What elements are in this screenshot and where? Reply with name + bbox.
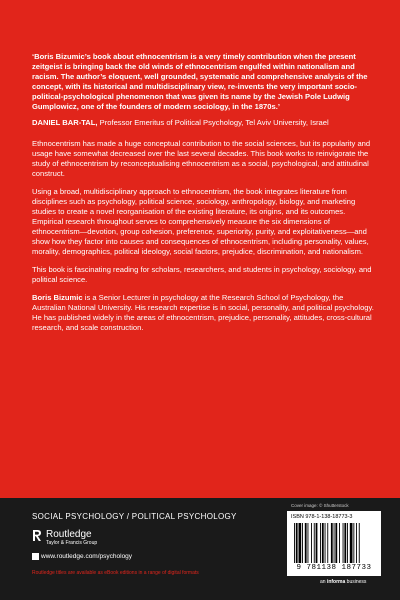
publisher-text — [46, 529, 97, 546]
publisher-name: Routledge — [46, 529, 92, 540]
barcode-bar — [320, 523, 321, 563]
informa-business — [320, 579, 366, 585]
barcode-bar — [339, 523, 340, 563]
barcode-number: 9 781138 187733 — [296, 564, 372, 572]
barcode-bar — [308, 523, 309, 563]
informa-prefix: an — [320, 579, 327, 585]
barcode-bar — [353, 523, 354, 563]
description-paragraph: Ethnocentrism has made a huge conceptual contribution to the social sciences, but its popularity and usage have somewhat decreased over the last several decades. This book works to reinvigorate the study of ethnocentrism by reconceptualising ethnocentrism as a social, psychological, and attitudinal construct. — [32, 139, 371, 178]
informa-name: informa — [326, 579, 346, 585]
barcode-bar — [343, 523, 344, 563]
endorser-affiliation: Professor Emeritus of Political Psychology, Tel Aviv University, Israel — [97, 118, 329, 127]
barcode-bar — [325, 523, 326, 563]
barcode-bar — [327, 523, 328, 563]
barcode-bar — [296, 523, 298, 563]
isbn-text: ISBN 978-1-138-18773-3 — [291, 514, 353, 520]
ebook-note: Routledge titles are available as eBook editions in a range of digital formats — [32, 570, 199, 576]
barcode-bar — [316, 523, 318, 563]
website-icon — [32, 553, 39, 560]
informa-suffix: business — [345, 579, 367, 585]
barcode-bar — [356, 523, 357, 563]
barcode-bar — [335, 523, 337, 563]
publisher-brand — [32, 529, 97, 546]
barcode — [293, 523, 375, 563]
endorser-name: DANIEL BAR-TAL, — [32, 118, 98, 127]
website-line — [32, 553, 132, 560]
barcode-bar — [347, 523, 348, 563]
main-text — [32, 52, 377, 341]
publisher-group: Taylor & Francis Group — [46, 540, 98, 546]
barcode-panel — [287, 511, 381, 576]
barcode-bar — [314, 523, 315, 563]
barcode-bar — [322, 523, 324, 563]
barcode-bar — [294, 523, 295, 563]
footer-band — [0, 498, 400, 600]
endorsement-quote: ‘Boris Bizumic’s book about ethnocentrism is a very timely contribution when the present zeitgeist is bringing back the old winds of ethnocentrism engulfed within nationalism and racism. The author’s eloquent, well grounded, systematic and comprehensive analysis of the concept, with its historical and multidisciplinary view, re-invents the very important socio-political-psychological phenomenon that was given its name by the Jewish Pole Ludwig Gumplowicz, one of the founders of modern sociology, in the 1870s.’ — [32, 52, 368, 111]
barcode-bar — [311, 523, 312, 563]
barcode-bar — [331, 523, 333, 563]
barcode-bar — [334, 523, 335, 563]
author-bio-text: is a Senior Lecturer in psychology at the Research School of Psychology, the Australian National University. His research expertise is in social, personality, and political psychology. He has published widely in the areas of ethnocentrism, prejudice, personality, attitudes, cross-cultural research, and scale construction. — [32, 293, 374, 332]
barcode-bar — [305, 523, 307, 563]
description-paragraph: Using a broad, multidisciplinary approach to ethnocentrism, the book integrates literature from disciplines such as psychology, political science, sociology, anthropology, biology, and marketing studies to create a novel reorganisation of the existing literature, its origins, and its outcomes. Empirical research throughout serves to comprehensively measure the six dimensions of ethnocentrism—devotion, group cohesion, preference, superiority, purity, and exploitativeness—and show how they factor into causes and consequences of ethnocentrism, including personality, values, morality, demographics, political ideology, social factors, prejudice, discrimination, and nationalism. — [32, 187, 369, 256]
barcode-bar — [299, 523, 302, 563]
description-paragraph: This book is fascinating reading for scholars, researchers, and students in psychology, sociology, and political science. — [32, 265, 372, 284]
subject-category: SOCIAL PSYCHOLOGY / POLITICAL PSYCHOLOGY — [32, 512, 237, 521]
endorsement-attribution — [32, 118, 377, 128]
barcode-bar — [359, 523, 360, 563]
barcode-bar — [344, 523, 346, 563]
website-link[interactable]: www.routledge.com/psychology — [41, 553, 133, 561]
cover-credit: Cover image: © Shutterstock — [291, 503, 349, 508]
author-name: Boris Bizumic — [32, 293, 83, 302]
barcode-bar — [302, 523, 303, 563]
routledge-logo-icon — [32, 529, 42, 542]
author-bio — [32, 293, 377, 333]
barcode-bar — [350, 523, 353, 563]
